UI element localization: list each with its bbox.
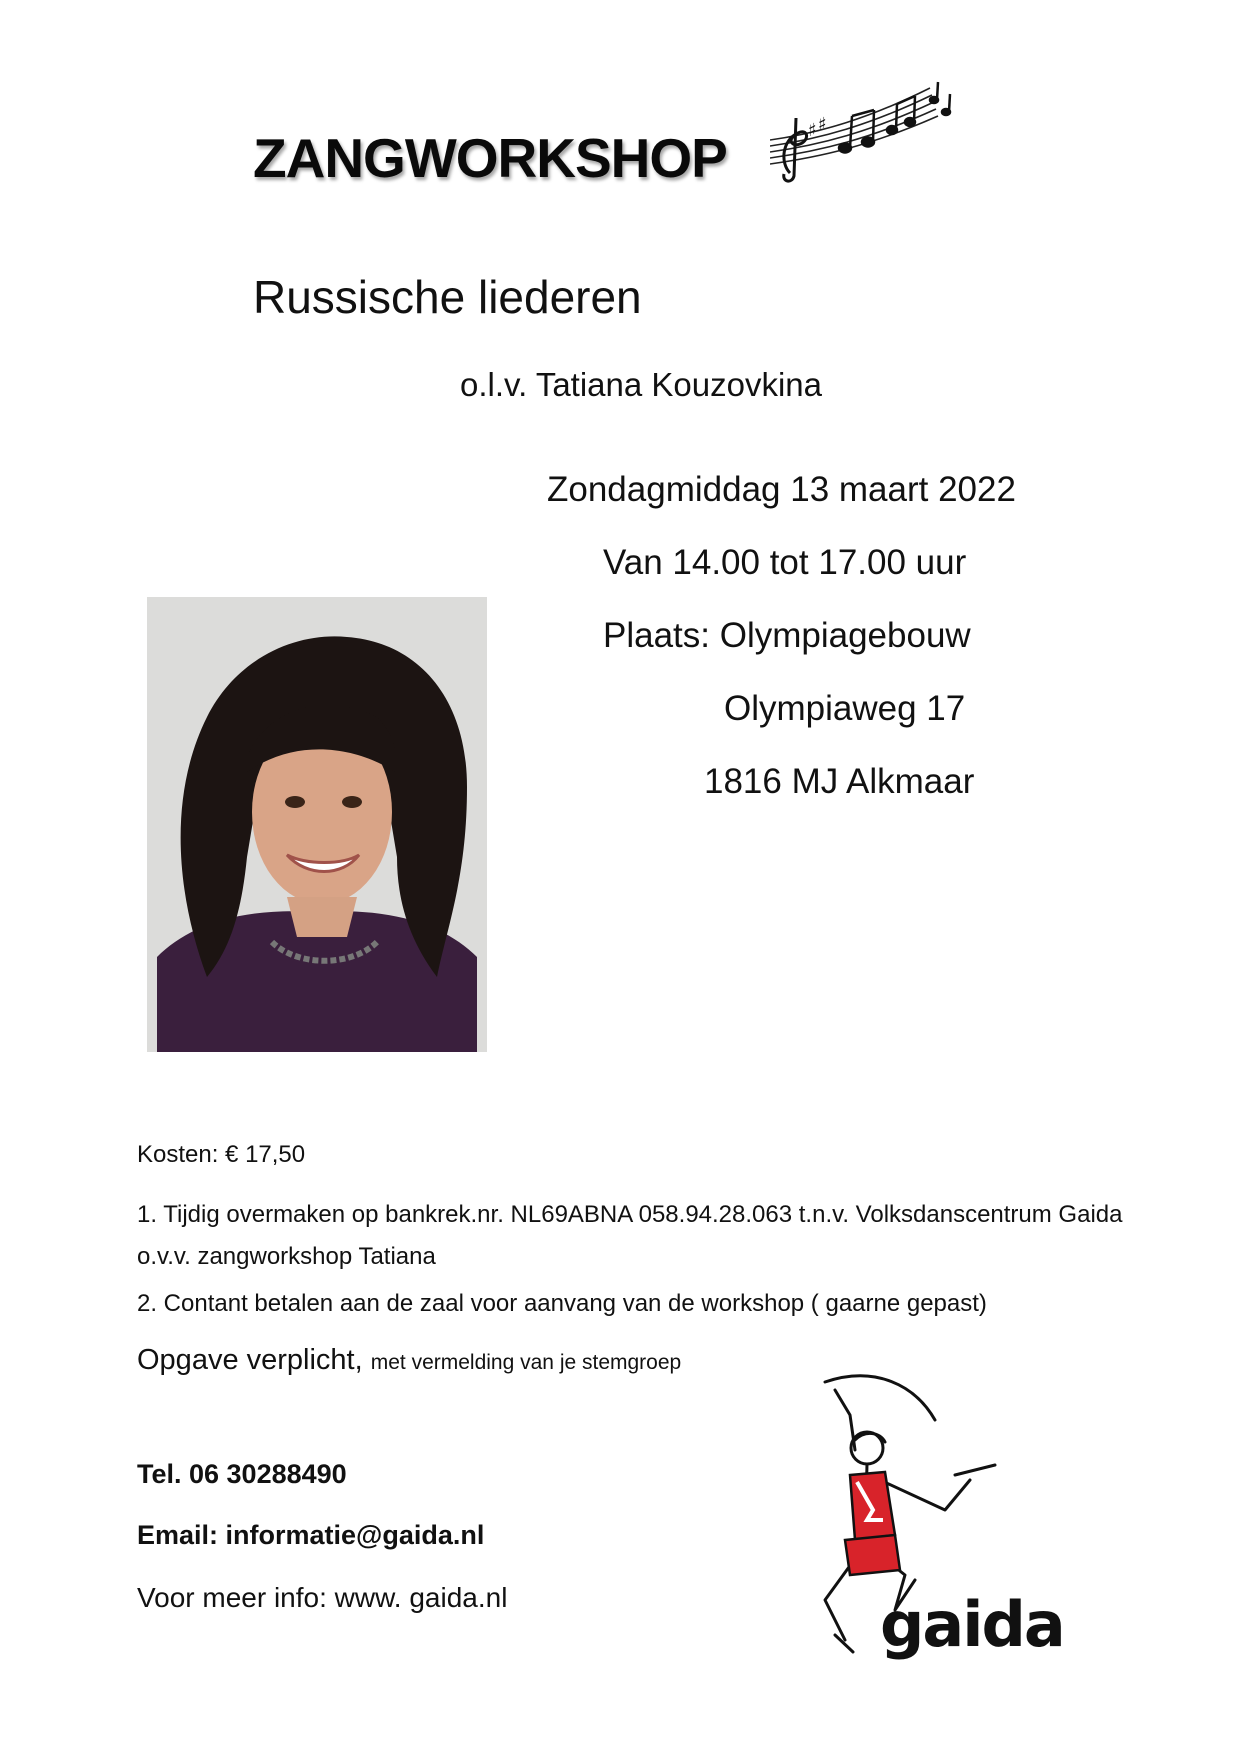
music-staff-notes-icon [770, 78, 960, 188]
event-city: 1816 MJ Alkmaar [704, 762, 975, 801]
event-time: Van 14.00 tot 17.00 uur [603, 543, 967, 582]
event-place: Plaats: Olympiagebouw [603, 616, 971, 655]
subtitle: Russische liederen [253, 271, 642, 323]
contact-phone: Tel. 06 30288490 [137, 1459, 347, 1489]
registration-note [137, 1344, 681, 1377]
contact-website: Voor meer info: www. gaida.nl [137, 1582, 508, 1613]
logo-text: gaida [880, 1588, 1064, 1661]
svg-text:♯: ♯ [818, 114, 827, 135]
payment-option-1: 1. Tijdig overmaken op bankrek.nr. NL69ABNA 058.94.28.063 t.n.v. Volksdanscentrum Gaida o.v.v. zangworkshop Tatiana [137, 1201, 1123, 1270]
payment-option-2: 2. Contant betalen aan de zaal voor aanvang van de workshop ( gaarne gepast) [137, 1290, 987, 1317]
registration-main: Opgave verplicht, [137, 1344, 363, 1376]
portrait-photo [147, 597, 487, 1052]
event-date: Zondagmiddag 13 maart 2022 [547, 470, 1016, 509]
registration-detail: met vermelding van je stemgroep [370, 1351, 682, 1374]
workshop-leader: o.l.v. Tatiana Kouzovkina [460, 366, 823, 403]
page-title: ZANGWORKSHOP [253, 127, 727, 189]
cost: Kosten: € 17,50 [137, 1141, 306, 1168]
contact-email: Email: informatie@gaida.nl [137, 1520, 485, 1550]
event-street: Olympiaweg 17 [724, 689, 966, 728]
svg-text:♯: ♯ [808, 120, 817, 141]
